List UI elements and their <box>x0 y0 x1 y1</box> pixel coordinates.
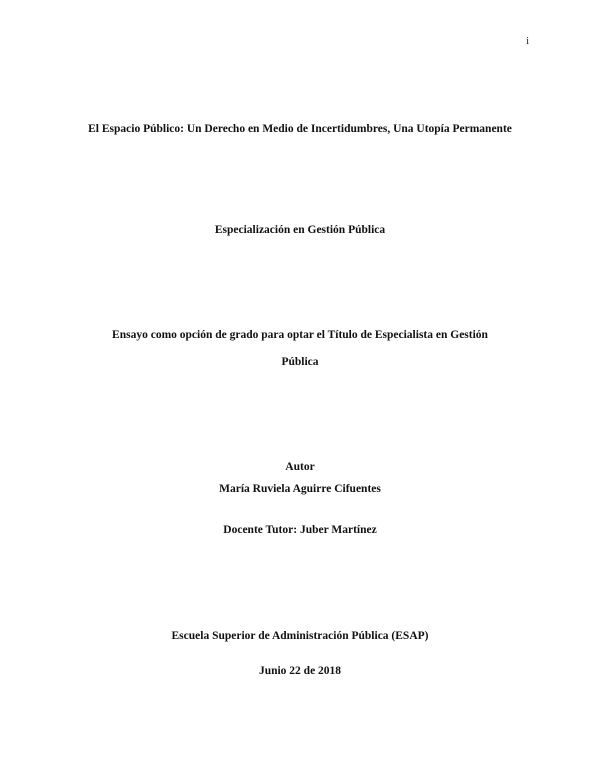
program-name: Especialización en Gestión Pública <box>214 224 386 236</box>
purpose-line-2: Pública <box>281 356 319 368</box>
document-date: Junio 22 de 2018 <box>258 665 342 677</box>
page-number: i <box>526 36 529 47</box>
tutor-line: Docente Tutor: Juber Martínez <box>223 524 377 536</box>
author-label: Autor <box>285 461 315 473</box>
purpose-line-1: Ensayo como opción de grado para optar el Título de Especialista en Gestión <box>112 329 488 341</box>
school-name: Escuela Superior de Administración Pública (ESAP) <box>171 630 429 642</box>
document-title: El Espacio Público: Un Derecho en Medio de Incertidumbres, Una Utopía Permanente <box>88 123 512 135</box>
author-name: María Ruviela Aguirre Cifuentes <box>219 483 381 495</box>
